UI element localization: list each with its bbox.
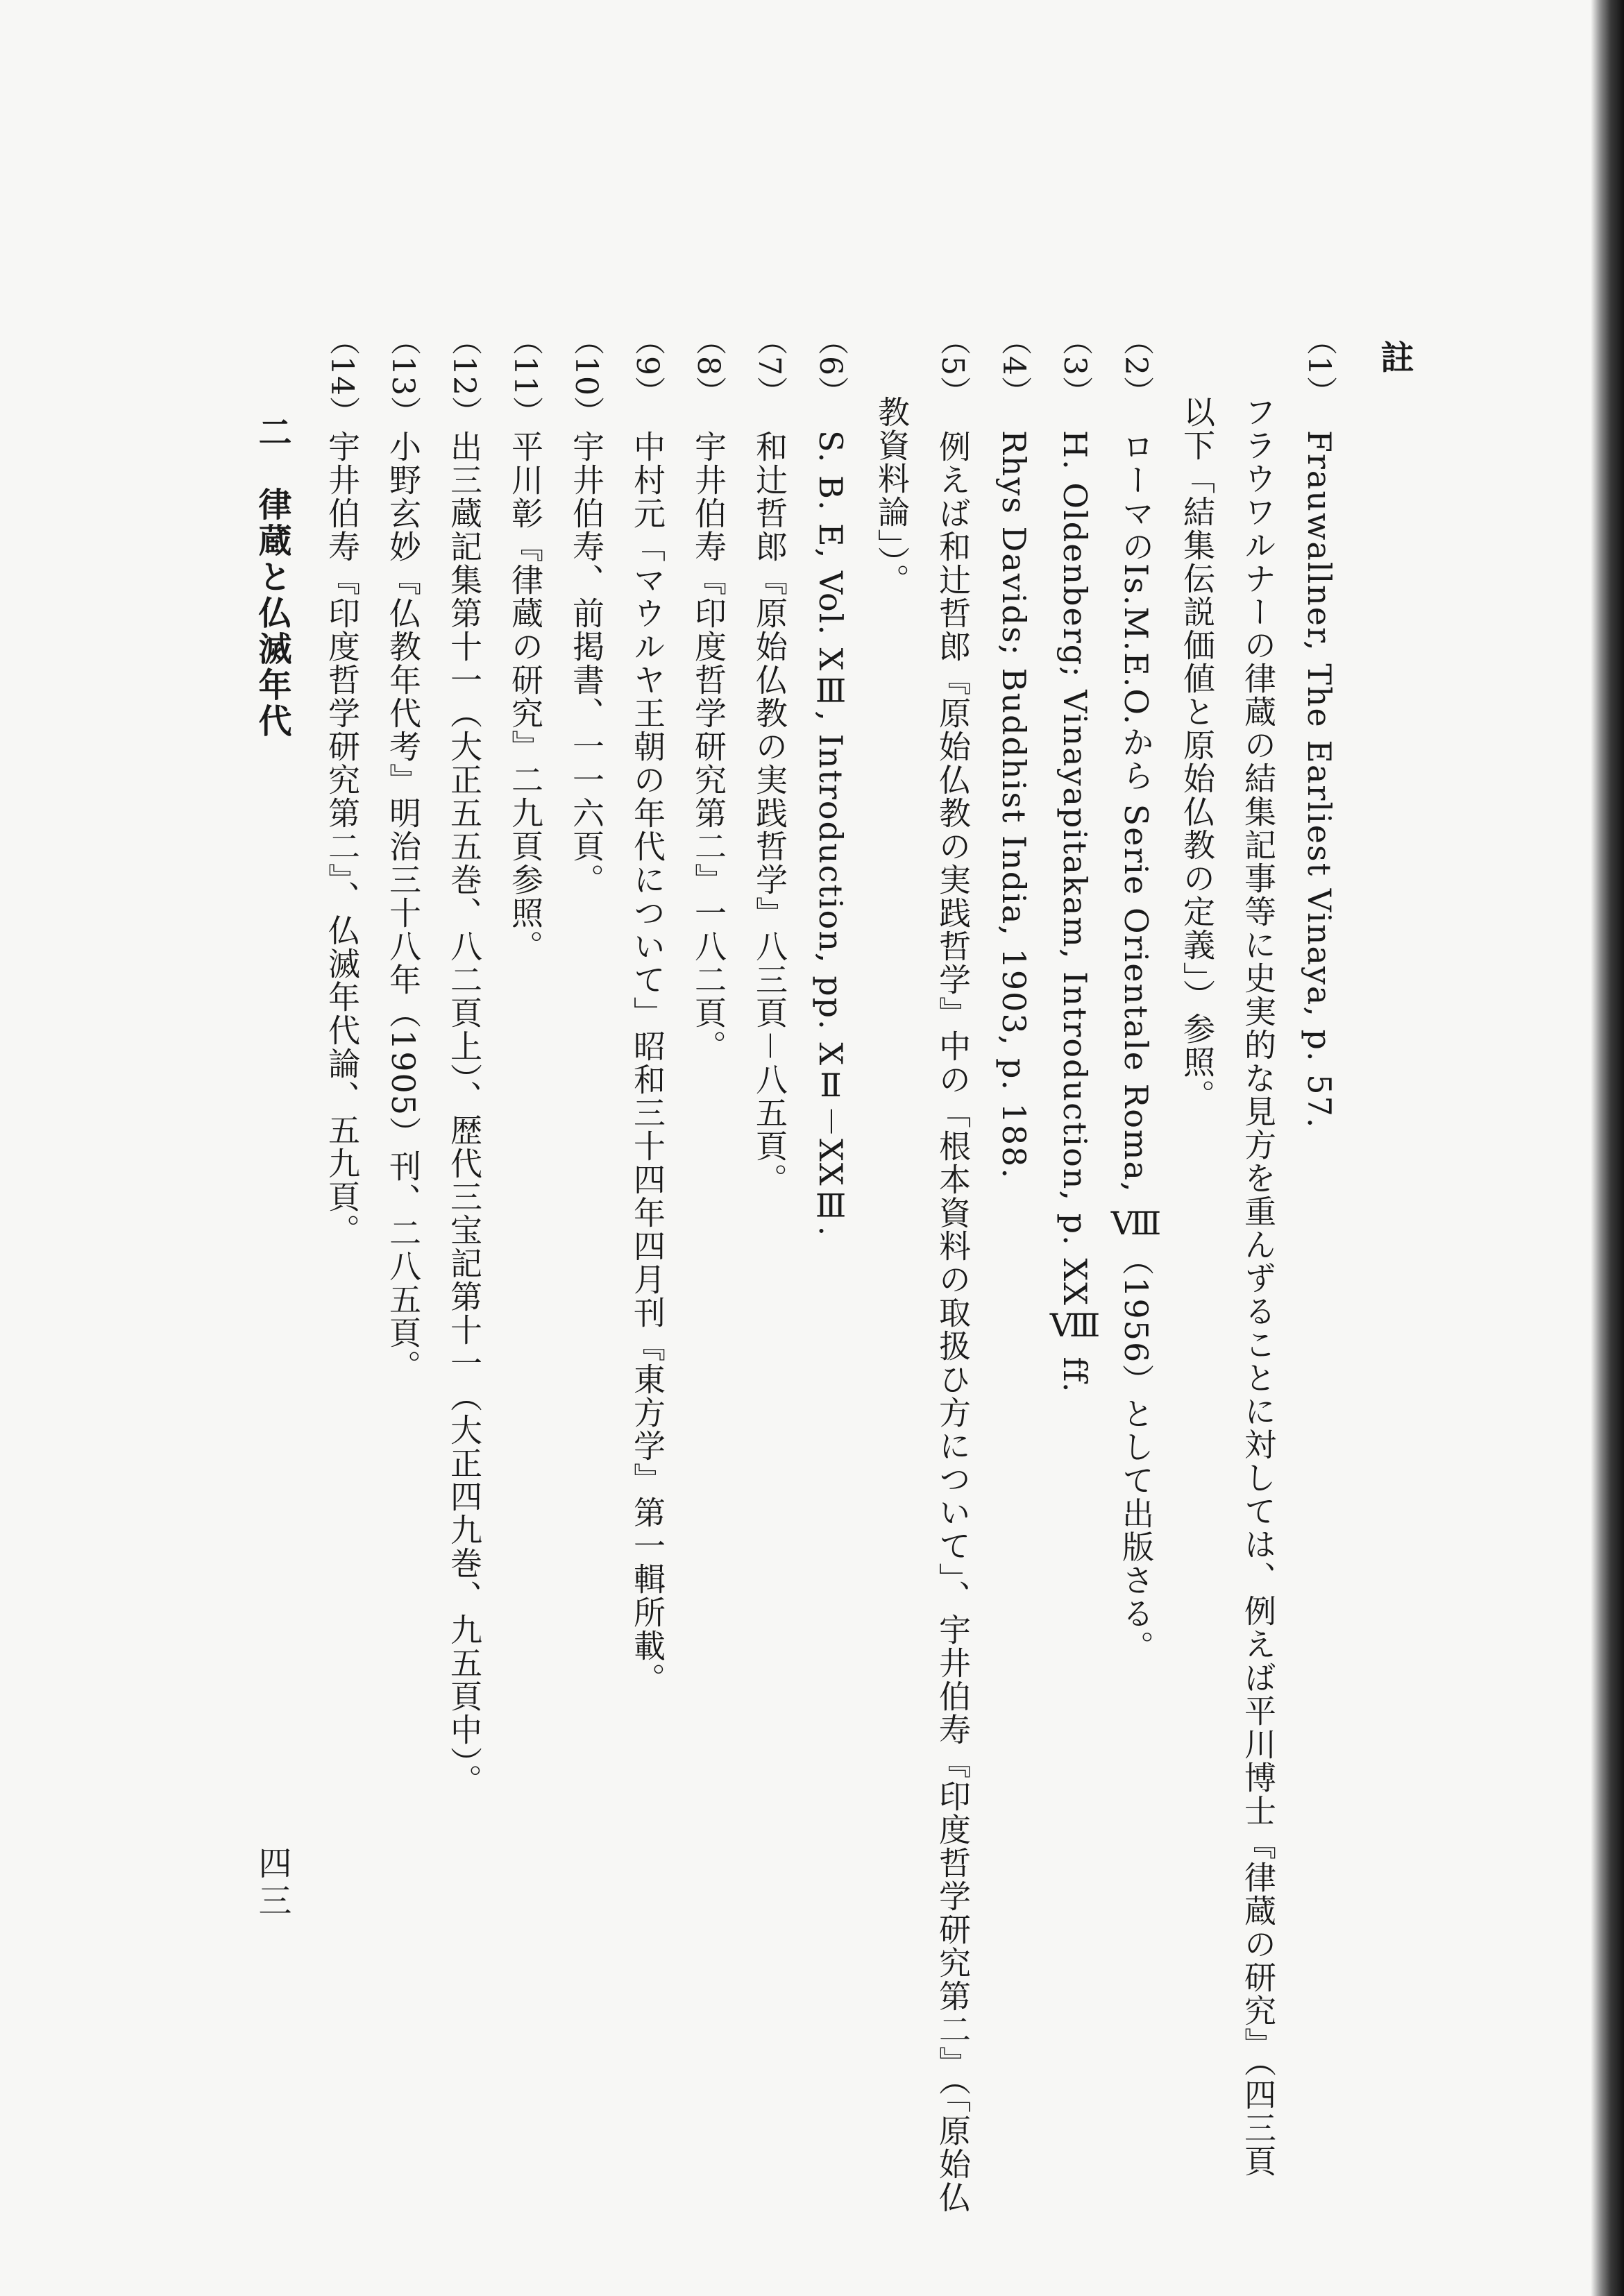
note-line: 中村元「マウルヤ王朝の年代について」昭和三十四年四月刊『東方学』第一輯所載。 [629,430,666,1696]
note-line: 和辻哲郎『原始仏教の実践哲学』八三頁－八五頁。 [751,430,788,1196]
note-line: 出三蔵記集第十一（大正五五巻、八二頁上）、歴代三宝記第十一（大正四九巻、九五頁中）。 [446,430,483,1797]
note-line: 教資料論」）。 [873,396,911,597]
page-number: 四三 [253,1846,291,1921]
heading: 註 [1375,340,1414,376]
note-number: （5） [935,325,970,407]
note-number: （8） [691,325,726,407]
note-line: Frauwallner, The Earliest Vinaya, p. 57. [1301,430,1338,1130]
page-edge-shadow [1591,0,1624,2296]
note-number: （13） [385,325,421,427]
note-number: （2） [1118,325,1153,407]
note-number: （12） [446,325,482,427]
note-line: S. B. E, Vol. XⅢ, Introduction, pp. XⅡ－XXⅢ. [812,430,849,1238]
note-line: 例えば和辻哲郎『原始仏教の実践哲学』中の「根本資料の取扱ひ方について」、宇井伯寿『印度哲学研究第二』（「原始仏 [934,430,972,2214]
note-number: （6） [813,325,848,407]
note-line: 宇井伯寿、前掲書、一一六頁。 [568,430,605,896]
note-line: ローマのIs.M.E.O.から Serie Orientale Roma, Ⅷ（1956）として出版さる。 [1117,430,1155,1664]
note-number: （9） [629,325,665,407]
note-number: （10） [568,325,604,427]
note-line: 以下「結集伝説価値と原始仏教の定義」）参照。 [1178,396,1216,1112]
note-number: （3） [1057,325,1092,407]
note-number: （14） [324,325,360,427]
note-line: 宇井伯寿『印度哲学研究第二』一八二頁。 [690,430,727,1063]
note-number: （7） [752,325,787,407]
note-line: Rhys Davids; Buddhist India, 1903, p. 188. [995,430,1033,1180]
note-line: H. Oldenberg; Vinayapitakam, Introduction, p. XXⅧ ff. [1056,430,1094,1394]
note-number: （4） [996,325,1031,407]
note-number: （1） [1301,325,1337,407]
running-title: 二 律蔵と仏滅年代 [253,415,291,740]
note-line: 小野玄妙『仏教年代考』明治三十八年（1905）刊、二八五頁。 [384,430,422,1384]
note-line: フラウワルナーの律蔵の結集記事等に史実的な見方を重んずることに対しては、例えば平川博士『律蔵の研究』（四三頁 [1240,396,1277,2178]
note-line: 宇井伯寿『印度哲学研究第二』、仏滅年代論、五九頁。 [323,430,361,1247]
note-line: 平川彰『律蔵の研究』二九頁参照。 [507,430,544,963]
note-number: （11） [507,325,543,427]
